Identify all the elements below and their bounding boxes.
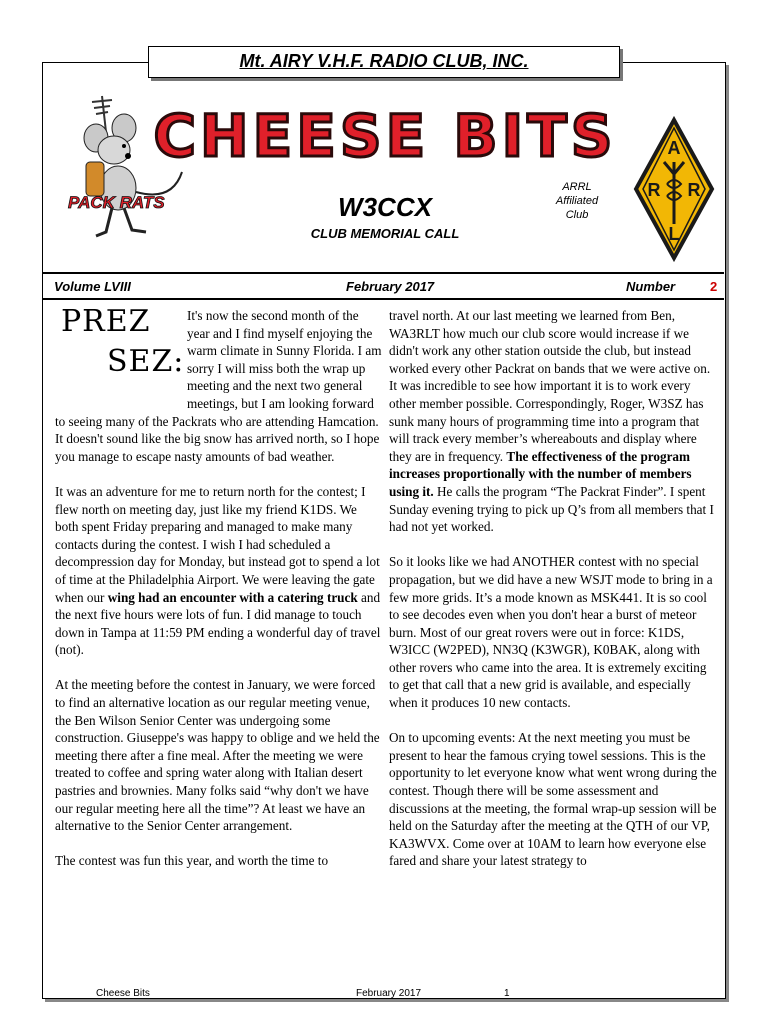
arrl-diamond-logo xyxy=(634,118,714,260)
arrl-letter-r-left: R xyxy=(647,180,661,200)
number-label: Number xyxy=(626,279,676,294)
club-label: Club xyxy=(565,209,589,221)
left-column xyxy=(55,304,382,888)
paragraph: travel north. At our last meeting we learned from Ben, WA3RLT how much our club score would increase if we didn't work any other station outside the club, but instead worked every other Packrat on bands that we were active on. It was incredible to see how important it is to work every other member possible. Correspondingly, Roger, W3SZ has sunk many hours of programming time into a program that will track every member’s whereabouts and display where they are in frequency. The effectiveness of the program increases proportionally with the number of members using it. He calls the program “The Packrat Finder”. I spent Sunday evening trying to pick up Q’s from all members that I had not yet worked. xyxy=(389,308,714,535)
paragraph: It was an adventure for me to return north for the contest; I flew north on meeting day, just like my friend K1DS. We both spent Friday preparing and managed to make many contacts during the contest. I wish I had scheduled a decompression day for Monday, but instead got to spend a lot of time at the Philadelphia Airport. We were leaving the gate when our wing had an encounter with a catering truck and the next five hours were lots of fun. I did manage to touch down in Tampa at 11:59 PM ending a wonderful day of travel (not). xyxy=(55,483,381,658)
paragraph: On to upcoming events: At the next meeting you must be present to hear the famous crying towel sessions. This is the opportunity to let everyone know what went wrong during the contest. Though there will be some assessment and discussions at the meeting, the formal wrap-up session will be held on the Saturday after the meeting at the QTH of our VP, KA3WVX. Come over at 10AM to learn how everyone else fared and share your latest strategy to xyxy=(389,730,717,869)
footer-publication: Cheese Bits xyxy=(96,988,150,999)
club-name: Mt. AIRY V.H.F. RADIO CLUB, INC. xyxy=(239,51,529,71)
affiliated-label: Affiliated xyxy=(555,195,599,207)
prez-sez-heading xyxy=(55,304,185,397)
pack-rats-text: PACK RATS xyxy=(68,193,165,212)
prez-heading-line1: PREZ xyxy=(61,304,151,339)
arrl-label: ARRL xyxy=(562,181,592,193)
volume: Volume LVIII xyxy=(54,279,131,294)
bold-text: The effectiveness of the program increases proportionally with the number of members using it. xyxy=(389,448,692,499)
right-column xyxy=(389,307,717,888)
arrl-letter-r-right: R xyxy=(687,180,701,200)
callsign: W3CCX xyxy=(338,192,432,222)
bold-text: wing had an encounter with a catering truck xyxy=(107,589,358,605)
issue-info-bar xyxy=(42,272,724,300)
prez-heading-line2: SEZ: xyxy=(107,344,185,379)
club-memorial-call: CLUB MEMORIAL CALL xyxy=(310,226,460,241)
issue-number: 2 xyxy=(710,279,718,294)
footer-page-number: 1 xyxy=(504,988,510,999)
footer-date: February 2017 xyxy=(356,988,422,999)
club-name-banner xyxy=(148,46,620,78)
paragraph: At the meeting before the contest in January, we were forced to find an alternative location as our regular meeting venue, the Ben Wilson Senior Center was undergoing some construction. Giuseppe's was happy to oblige and we held the meeting there after a fine meal. After the meeting we were treated to coffee and spring water along with Italian desert pastries and brownies. Many folks said “why don't we have our regular meeting here all the time”? At least we have an alternative to the Senior Center arrangement. xyxy=(55,677,380,834)
paragraph: So it looks like we had ANOTHER contest with no special propagation, but we did have a new WSJT mode to bring in a few more grids. It’s a mode known as MSK441. It is so cool to see decodes even when you don't hear a burst of meteor burn. Most of our great rovers were out in force: K1DS, W3ICC (W2PED), NN3Q (K3WGR), K0BAK, along with other rovers who came into the area. It is extremely exciting to get that call that a new grid is available, and especially when it produces 10 new contacts. xyxy=(389,554,713,711)
cheese-bits-banner xyxy=(153,92,617,182)
cheese-bits-title: CHEESE BITS xyxy=(153,102,617,170)
arrl-letter-a: A xyxy=(667,138,681,158)
arrl-affiliated-note xyxy=(548,180,606,222)
issue-date: February 2017 xyxy=(346,279,435,294)
arrl-letter-l: L xyxy=(668,224,680,244)
paragraph: The contest was fun this year, and worth the time to xyxy=(55,853,329,869)
paragraph: It's now the second month of the year and I find myself enjoying the warm climate in Sunny Florida. I am sorry I will miss both the wrap up meeting and the next two general meetings, but I am looking forward to seeing many of the Packrats who are attending Hamcation. It doesn't sound like the big snow has arrived north, so I hope you manage to escape nasty amounts of bad weather. xyxy=(55,308,382,464)
